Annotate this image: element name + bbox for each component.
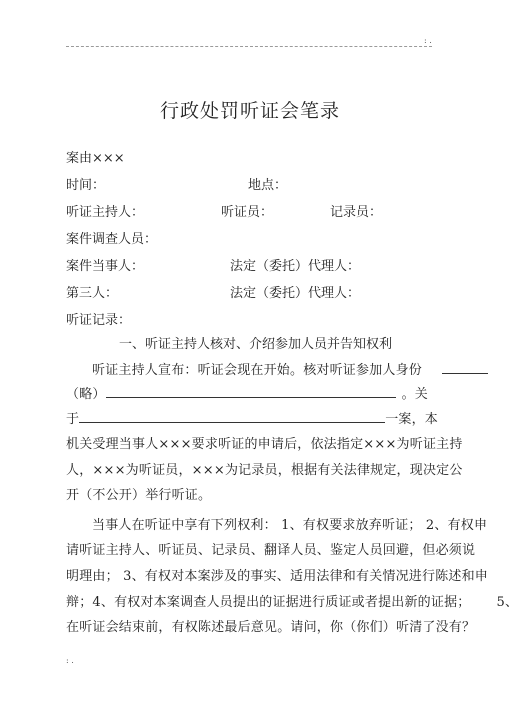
para2-line1: 当事人在听证中享有下列权利： 1、有权要求放弃听证； 2、有权申 [92,518,488,533]
para1-line5: 人，×××为听证员，×××为记录员，根据有关法律规定，现决定公 [66,463,463,478]
para1-line6: 开（不公开）举行听证。 [66,488,212,503]
place-field: 地点： [248,178,288,193]
header-rule [66,46,432,47]
para2-line2: 请听证主持人、听证员、记录员、翻译人员、鉴定人员回避，但必须说 [66,543,476,558]
para1-line1-text: 听证主持人宣布：听证会现在开始。核对听证参加人身份 [92,363,423,378]
para1-line4: 机关受理当事人×××要求听证的申请后，依法指定×××为听证主持 [66,437,463,452]
investigator-field: 案件调查人员： [66,232,158,247]
time-field: 时间： [66,178,106,193]
officer-field: 听证员： [221,205,274,220]
identity-blank [442,361,488,374]
para1-line3 [66,408,438,427]
para2-line4-end: 5、 [496,595,518,610]
section-heading: 一、听证主持人核对、介绍参加人员并告知权利 [119,337,393,352]
header-mark: : . [424,36,432,45]
para2-line4 [66,591,518,610]
host-field: 听证主持人： [66,205,145,220]
case-name-blank [79,410,385,423]
para2-line3: 明理由； 3、有权对本案涉及的事实、适用法律和有关情况进行陈述和申 [66,569,489,584]
identity-blank-2 [106,385,396,398]
recorder-field: 记录员： [330,205,383,220]
para2-line4-text: 辩；4、有权对本案调查人员提出的证据进行质证或者提出新的证据； [66,595,471,610]
third-party-field: 第三人： [66,286,119,301]
para1-omitted: （略） [66,387,106,402]
document-title: 行政处罚听证会笔录 [159,100,340,122]
record-label: 听证记录： [66,313,132,328]
para1-line3-end: 一案，本 [385,412,439,427]
case-field: 案由××× [66,151,125,166]
para1-line2-end: 。关 [401,387,429,402]
party-field: 案件当事人： [66,259,145,274]
third-party-agent-field: 法定（委托）代理人： [230,286,361,301]
para1-line2 [66,383,428,402]
para1-line3-start: 于 [66,412,80,427]
para2-line5: 在听证会结束前，有权陈述最后意见。请问，你（你们）听清了没有？ [66,620,476,635]
footer-mark: : . [66,656,74,665]
para1-line1 [92,359,488,378]
party-agent-field: 法定（委托）代理人： [230,259,361,274]
